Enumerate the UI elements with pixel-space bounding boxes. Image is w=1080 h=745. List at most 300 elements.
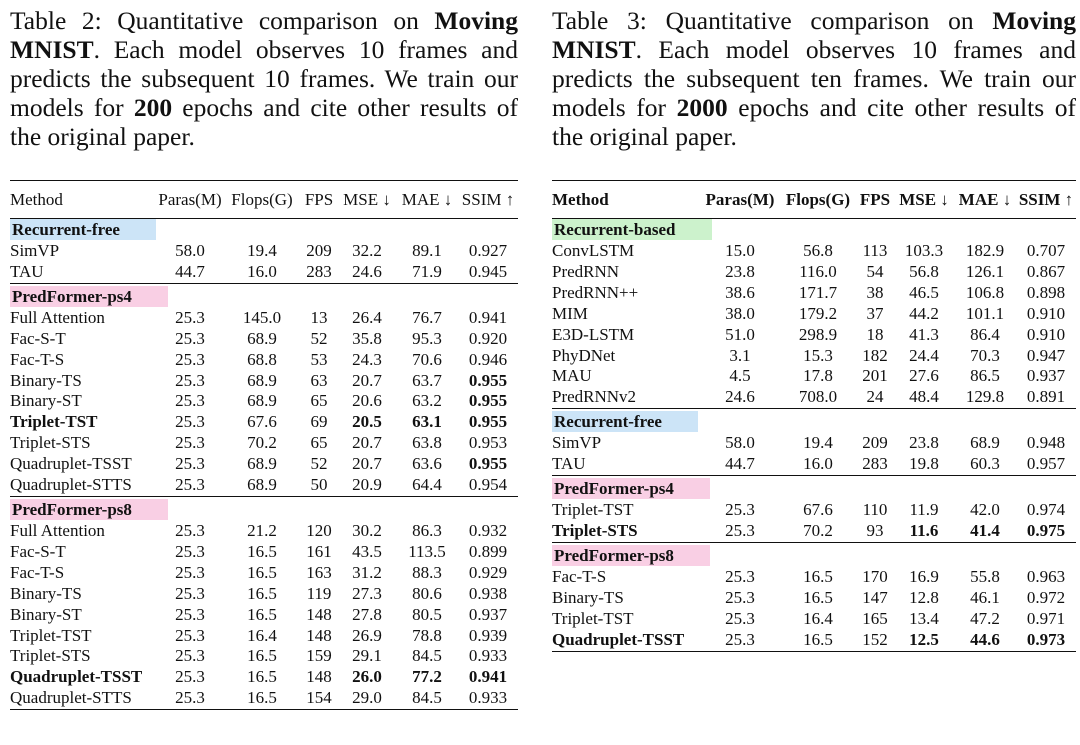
cell-ssim: 0.910: [1026, 303, 1066, 323]
cell-flops: 708.0: [798, 387, 838, 407]
cell-method: Triplet-TST: [552, 608, 634, 628]
cell-paras: 58.0: [175, 241, 205, 260]
header-method: Method: [10, 181, 156, 219]
cell-method: PhyDNet: [552, 345, 616, 365]
table-row: [552, 588, 1076, 609]
cell-mse: 26.0: [352, 667, 382, 687]
cell-mse: 27.6: [909, 366, 939, 386]
header-flops: Flops(G): [780, 181, 856, 219]
cell-fps: 52: [310, 454, 328, 474]
cell-fps: 54: [866, 261, 884, 281]
cell-fps: 283: [306, 261, 332, 281]
cell-paras: 25.3: [175, 307, 205, 327]
cell-mse: 32.2: [352, 241, 382, 260]
cell-mse: 20.7: [352, 433, 382, 453]
cell-flops: 16.4: [247, 625, 277, 645]
cell-method: Fac-T-S: [10, 349, 65, 369]
cell-flops: 298.9: [798, 324, 838, 344]
cell-flops: 15.3: [803, 345, 833, 365]
header-paras: Paras(M): [700, 181, 780, 219]
cell-mae: 44.6: [954, 630, 1016, 651]
cell-mse: 44.2: [909, 303, 939, 323]
cell-mse: 16.9: [909, 566, 939, 586]
cell-flops: 70.2: [247, 433, 277, 453]
table-2: [10, 180, 518, 710]
table-row: [552, 609, 1076, 630]
cell-flops: 145.0: [242, 307, 282, 327]
cell-paras: 25.3: [175, 646, 205, 666]
cell-flops: 21.2: [247, 520, 277, 540]
cell-mae: 70.3: [970, 345, 1000, 365]
cell-mse: 20.5: [352, 412, 382, 432]
cell-method: TAU: [10, 261, 44, 281]
cell-flops: 68.8: [247, 349, 277, 369]
table-row: [10, 605, 518, 626]
group-label: PredFormer-ps8: [10, 499, 168, 520]
cell-method: MIM: [552, 303, 588, 323]
cell-mae: 63.1: [412, 412, 442, 432]
cell-mae: 63.2: [412, 391, 442, 411]
cell-ssim: 0.954: [468, 475, 508, 495]
cell-ssim: 0.898: [1026, 282, 1066, 302]
cell-ssim: 0.929: [468, 562, 508, 582]
cell-flops: 16.5: [224, 688, 300, 709]
cell-ssim: 0.953: [468, 433, 508, 453]
cell-mse: 12.8: [909, 587, 939, 607]
table-row: [552, 433, 1076, 454]
cell-method: Full Attention: [10, 307, 105, 327]
cell-mse: 13.4: [909, 608, 939, 628]
cell-paras: 38.6: [725, 282, 755, 302]
table-row: [552, 387, 1076, 408]
cell-mae: 80.6: [412, 583, 442, 603]
cell-ssim: 0.946: [468, 349, 508, 369]
table-row: [10, 308, 518, 329]
cell-fps: 65: [310, 433, 328, 453]
cell-mae: 129.8: [965, 387, 1005, 407]
cell-flops: 16.5: [247, 646, 277, 666]
table-row: [10, 262, 518, 283]
cell-paras: 25.3: [175, 541, 205, 561]
cell-mse: 20.9: [352, 475, 382, 495]
cell-paras: 25.3: [175, 328, 205, 348]
cell-method: Triplet-TST: [552, 500, 634, 520]
cell-paras: 25.3: [175, 562, 205, 582]
group-header-row: [552, 478, 1076, 500]
cell-fps: 119: [306, 583, 332, 603]
cell-mse: 27.3: [352, 583, 382, 603]
cell-flops: 16.5: [803, 566, 833, 586]
cell-mse: 20.7: [352, 370, 382, 390]
cell-mae: 80.5: [412, 604, 442, 624]
cell-flops: 16.5: [247, 667, 277, 687]
cell-mae: 63.7: [412, 370, 442, 390]
group-header-row: [10, 499, 518, 521]
cell-method: E3D-LSTM: [552, 324, 635, 344]
cell-ssim: 0.973: [1016, 630, 1076, 651]
cell-fps: 209: [862, 433, 888, 453]
table-row: [552, 567, 1076, 588]
group-header-row: [10, 219, 518, 242]
cell-ssim: 0.975: [1026, 520, 1066, 540]
cell-flops: 16.5: [803, 587, 833, 607]
table-row: [552, 283, 1076, 304]
cell-flops: 16.5: [247, 583, 277, 603]
cell-ssim: 0.933: [468, 646, 508, 666]
table-row: [10, 241, 518, 262]
cell-mae: 126.1: [965, 261, 1005, 281]
cell-mse: 41.3: [909, 324, 939, 344]
group-header-row: [10, 286, 518, 308]
cell-fps: 161: [306, 541, 332, 561]
cell-ssim: 0.932: [468, 520, 508, 540]
cell-mae: 63.6: [412, 454, 442, 474]
cell-flops: 68.9: [247, 328, 277, 348]
cell-paras: 25.3: [175, 349, 205, 369]
cell-flops: 56.8: [803, 241, 833, 260]
cell-ssim: 0.867: [1026, 261, 1066, 281]
cell-ssim: 0.933: [458, 688, 518, 709]
cell-method: Binary-TS: [552, 587, 624, 607]
cell-mse: 24.6: [352, 261, 382, 281]
cell-paras: 25.3: [175, 475, 205, 495]
header-mae: MAE ↓: [954, 181, 1016, 219]
cell-fps: 120: [306, 520, 332, 540]
cell-flops: 68.9: [247, 454, 277, 474]
table-row: [10, 563, 518, 584]
cell-ssim: 0.920: [468, 328, 508, 348]
cell-mse: 46.5: [909, 282, 939, 302]
cell-ssim: 0.937: [468, 604, 508, 624]
cell-ssim: 0.941: [468, 667, 508, 687]
table-row: [10, 371, 518, 392]
cell-paras: 23.8: [725, 261, 755, 281]
cell-mae: 84.5: [396, 688, 458, 709]
cell-ssim: 0.955: [468, 370, 508, 390]
cell-mae: 41.4: [970, 520, 1000, 540]
cell-mae: 76.7: [412, 307, 442, 327]
cell-flops: 16.0: [803, 454, 833, 474]
cell-flops: 68.9: [247, 475, 277, 495]
cell-ssim: 0.939: [468, 625, 508, 645]
cell-ssim: 0.938: [468, 583, 508, 603]
group-label: PredFormer-ps8: [552, 545, 710, 566]
cell-mae: 68.9: [970, 433, 1000, 453]
cell-ssim: 0.910: [1026, 324, 1066, 344]
table-header-row: [10, 181, 518, 219]
cell-method: Fac-S-T: [10, 328, 66, 348]
cell-paras: 25.3: [175, 583, 205, 603]
table-3-panel: [552, 0, 1076, 649]
table-row: [552, 500, 1076, 521]
cell-paras: 25.3: [725, 500, 755, 520]
cell-method: SimVP: [10, 241, 60, 260]
table-row: [10, 412, 518, 433]
cell-flops: 68.9: [247, 391, 277, 411]
cell-paras: 25.3: [156, 688, 224, 709]
table-row: [552, 366, 1076, 387]
cell-paras: 24.6: [725, 387, 755, 407]
cell-fps: 154: [300, 688, 338, 709]
cell-ssim: 0.937: [1026, 366, 1066, 386]
cell-method: Triplet-STS: [10, 433, 91, 453]
cell-mae: 182.9: [965, 241, 1005, 260]
cell-paras: 25.3: [725, 520, 755, 540]
cell-mse: 24.4: [909, 345, 939, 365]
group-header-row: [552, 411, 1076, 433]
cell-mae: 71.9: [412, 261, 442, 281]
cell-flops: 70.2: [803, 520, 833, 540]
cell-fps: 209: [306, 241, 332, 260]
cell-fps: 93: [866, 520, 884, 540]
cell-fps: 165: [862, 608, 888, 628]
cell-ssim: 0.891: [1026, 387, 1066, 407]
cell-flops: 16.4: [803, 608, 833, 628]
cell-fps: 65: [310, 391, 328, 411]
table-row: [10, 475, 518, 496]
table-row: [10, 329, 518, 350]
cell-paras: 25.3: [175, 604, 205, 624]
cell-paras: 44.7: [725, 454, 755, 474]
table-row: [552, 521, 1076, 542]
table-row: [10, 521, 518, 542]
cell-paras: 25.3: [175, 391, 205, 411]
cell-ssim: 0.945: [468, 261, 508, 281]
cell-fps: 170: [862, 566, 888, 586]
cell-ssim: 0.972: [1026, 587, 1066, 607]
cell-ssim: 0.955: [468, 391, 508, 411]
cell-ssim: 0.707: [1026, 241, 1066, 260]
cell-paras: 25.3: [725, 608, 755, 628]
cell-paras: 15.0: [725, 241, 755, 260]
cell-paras: 25.3: [175, 454, 205, 474]
cell-flops: 16.0: [247, 261, 277, 281]
cell-mae: 78.8: [412, 625, 442, 645]
cell-fps: 159: [306, 646, 332, 666]
cell-mae: 64.4: [412, 475, 442, 495]
group-label: Recurrent-based: [552, 219, 712, 240]
cell-mae: 89.1: [412, 241, 442, 260]
cell-method: Full Attention: [10, 520, 105, 540]
group-label: PredFormer-ps4: [552, 478, 710, 499]
cell-paras: 38.0: [725, 303, 755, 323]
cell-fps: 52: [310, 328, 328, 348]
cell-method: Fac-S-T: [10, 541, 66, 561]
cell-paras: 25.3: [175, 520, 205, 540]
cell-ssim: 0.957: [1026, 454, 1066, 474]
cell-method: Binary-TS: [10, 583, 82, 603]
cell-fps: 38: [866, 282, 884, 302]
cell-fps: 283: [862, 454, 888, 474]
table-2-caption: Table 2: Quantitative comparison on Moving MNIST. Each model observes 10 frames and predicts the subsequent 10 frames. We train our models for 200 epochs and cite other results of the original paper.: [10, 6, 518, 151]
table-row: [552, 346, 1076, 367]
group-header-row: [552, 219, 1076, 242]
cell-ssim: 0.974: [1026, 500, 1066, 520]
table-row: [10, 626, 518, 647]
cell-mae: 101.1: [965, 303, 1005, 323]
cell-fps: 110: [862, 500, 888, 520]
cell-mse: 30.2: [352, 520, 382, 540]
cell-paras: 25.3: [725, 566, 755, 586]
cell-method: MAU: [552, 366, 592, 386]
cell-method: Quadruplet-TSST: [552, 630, 700, 651]
cell-mse: 26.4: [352, 307, 382, 327]
cell-paras: 25.3: [175, 370, 205, 390]
cell-mse: 24.3: [352, 349, 382, 369]
cell-mae: 106.8: [965, 282, 1005, 302]
header-ssim: SSIM ↑: [1016, 181, 1076, 219]
cell-mse: 31.2: [352, 562, 382, 582]
cell-paras: 25.3: [700, 630, 780, 651]
cell-method: Binary-ST: [10, 391, 82, 411]
table-3: [552, 180, 1076, 652]
cell-flops: 17.8: [803, 366, 833, 386]
group-header-row: [552, 545, 1076, 567]
cell-method: Quadruplet-TSST: [10, 667, 143, 687]
cell-mae: 95.3: [412, 328, 442, 348]
cell-flops: 16.5: [247, 562, 277, 582]
table-row: [552, 241, 1076, 262]
table-row: [552, 630, 1076, 651]
cell-mse: 35.8: [352, 328, 382, 348]
header-fps: FPS: [300, 181, 338, 219]
cell-mae: 70.6: [412, 349, 442, 369]
cell-method: SimVP: [552, 433, 602, 453]
cell-mse: 103.3: [904, 241, 944, 260]
header-mse: MSE ↓: [894, 181, 954, 219]
cell-ssim: 0.948: [1026, 433, 1066, 453]
table-row: [10, 646, 518, 667]
cell-mse: 11.6: [909, 520, 939, 540]
cell-mse: 56.8: [909, 261, 939, 281]
cell-mae: 63.8: [412, 433, 442, 453]
cell-mae: 86.3: [412, 520, 442, 540]
cell-paras: 25.3: [175, 667, 205, 687]
cell-paras: 25.3: [175, 412, 205, 432]
cell-mse: 29.1: [352, 646, 382, 666]
cell-paras: 44.7: [175, 261, 205, 281]
cell-fps: 201: [862, 366, 888, 386]
table-row: [552, 262, 1076, 283]
cell-mae: 77.2: [412, 667, 442, 687]
cell-ssim: 0.955: [468, 412, 508, 432]
table-row: [10, 688, 518, 709]
cell-paras: 4.5: [729, 366, 751, 386]
cell-mae: 55.8: [970, 566, 1000, 586]
group-label: PredFormer-ps4: [10, 286, 168, 307]
cell-flops: 16.5: [780, 630, 856, 651]
cell-method: ConvLSTM: [552, 241, 635, 260]
cell-ssim: 0.963: [1026, 566, 1066, 586]
header-mse: MSE ↓: [338, 181, 396, 219]
cell-mae: 113.5: [408, 541, 446, 561]
cell-fps: 63: [310, 370, 328, 390]
cell-fps: 152: [856, 630, 894, 651]
cell-method: Triplet-STS: [10, 646, 91, 666]
cell-method: PredRNNv2: [552, 387, 637, 407]
header-method: Method: [552, 181, 700, 219]
cell-paras: 3.1: [729, 345, 751, 365]
cell-flops: 67.6: [803, 500, 833, 520]
cell-fps: 148: [306, 667, 332, 687]
cell-mse: 26.9: [352, 625, 382, 645]
cell-fps: 18: [866, 324, 884, 344]
cell-mae: 86.4: [970, 324, 1000, 344]
cell-ssim: 0.941: [468, 307, 508, 327]
header-ssim: SSIM ↑: [458, 181, 518, 219]
cell-paras: 51.0: [725, 324, 755, 344]
cell-flops: 171.7: [798, 282, 838, 302]
cell-mse: 23.8: [909, 433, 939, 453]
cell-fps: 147: [862, 587, 888, 607]
cell-flops: 16.5: [247, 541, 277, 561]
cell-flops: 19.4: [803, 433, 833, 453]
cell-method: Fac-T-S: [10, 562, 65, 582]
cell-flops: 19.4: [247, 241, 277, 260]
table-row: [10, 350, 518, 371]
cell-paras: 25.3: [175, 625, 205, 645]
cell-mae: 84.5: [412, 646, 442, 666]
cell-method: Triplet-TST: [10, 625, 92, 645]
cell-mse: 29.0: [338, 688, 396, 709]
cell-fps: 13: [310, 307, 328, 327]
cell-mse: 20.6: [352, 391, 382, 411]
cell-ssim: 0.927: [468, 241, 508, 260]
cell-method: TAU: [552, 454, 586, 474]
table-row: [552, 325, 1076, 346]
cell-mse: 11.9: [909, 500, 939, 520]
cell-mse: 12.5: [894, 630, 954, 651]
cell-fps: 163: [306, 562, 332, 582]
cell-mse: 48.4: [909, 387, 939, 407]
cell-method: Binary-ST: [10, 604, 82, 624]
cell-paras: 58.0: [725, 433, 755, 453]
cell-method: Binary-TS: [10, 370, 82, 390]
group-label: Recurrent-free: [552, 411, 698, 432]
cell-mse: 20.7: [352, 454, 382, 474]
cell-mae: 47.2: [970, 608, 1000, 628]
cell-flops: 179.2: [798, 303, 838, 323]
cell-method: Quadruplet-TSST: [10, 454, 132, 474]
table-row: [552, 454, 1076, 475]
cell-method: PredRNN: [552, 261, 620, 281]
cell-method: PredRNN++: [552, 282, 639, 302]
cell-fps: 50: [310, 475, 328, 495]
table-2-panel: [10, 0, 518, 708]
cell-fps: 182: [862, 345, 888, 365]
table-3-caption: Table 3: Quantitative comparison on Moving MNIST. Each model observes 10 frames and predicts the subsequent ten frames. We train our models for 2000 epochs and cite other results of the original paper.: [552, 6, 1076, 151]
table-row: [10, 433, 518, 454]
cell-mae: 42.0: [970, 500, 1000, 520]
cell-flops: 67.6: [247, 412, 277, 432]
cell-ssim: 0.899: [468, 541, 508, 561]
cell-ssim: 0.947: [1026, 345, 1066, 365]
cell-mae: 60.3: [970, 454, 1000, 474]
cell-ssim: 0.971: [1026, 608, 1066, 628]
cell-mae: 46.1: [970, 587, 1000, 607]
cell-fps: 24: [866, 387, 884, 407]
cell-mse: 27.8: [352, 604, 382, 624]
cell-flops: 68.9: [247, 370, 277, 390]
header-flops: Flops(G): [224, 181, 300, 219]
cell-fps: 113: [862, 241, 888, 260]
cell-mse: 43.5: [352, 541, 382, 561]
cell-fps: 53: [310, 349, 328, 369]
table-row: [552, 304, 1076, 325]
cell-paras: 25.3: [175, 433, 205, 453]
cell-fps: 37: [866, 303, 884, 323]
cell-method: Quadruplet-STTS: [10, 475, 132, 495]
